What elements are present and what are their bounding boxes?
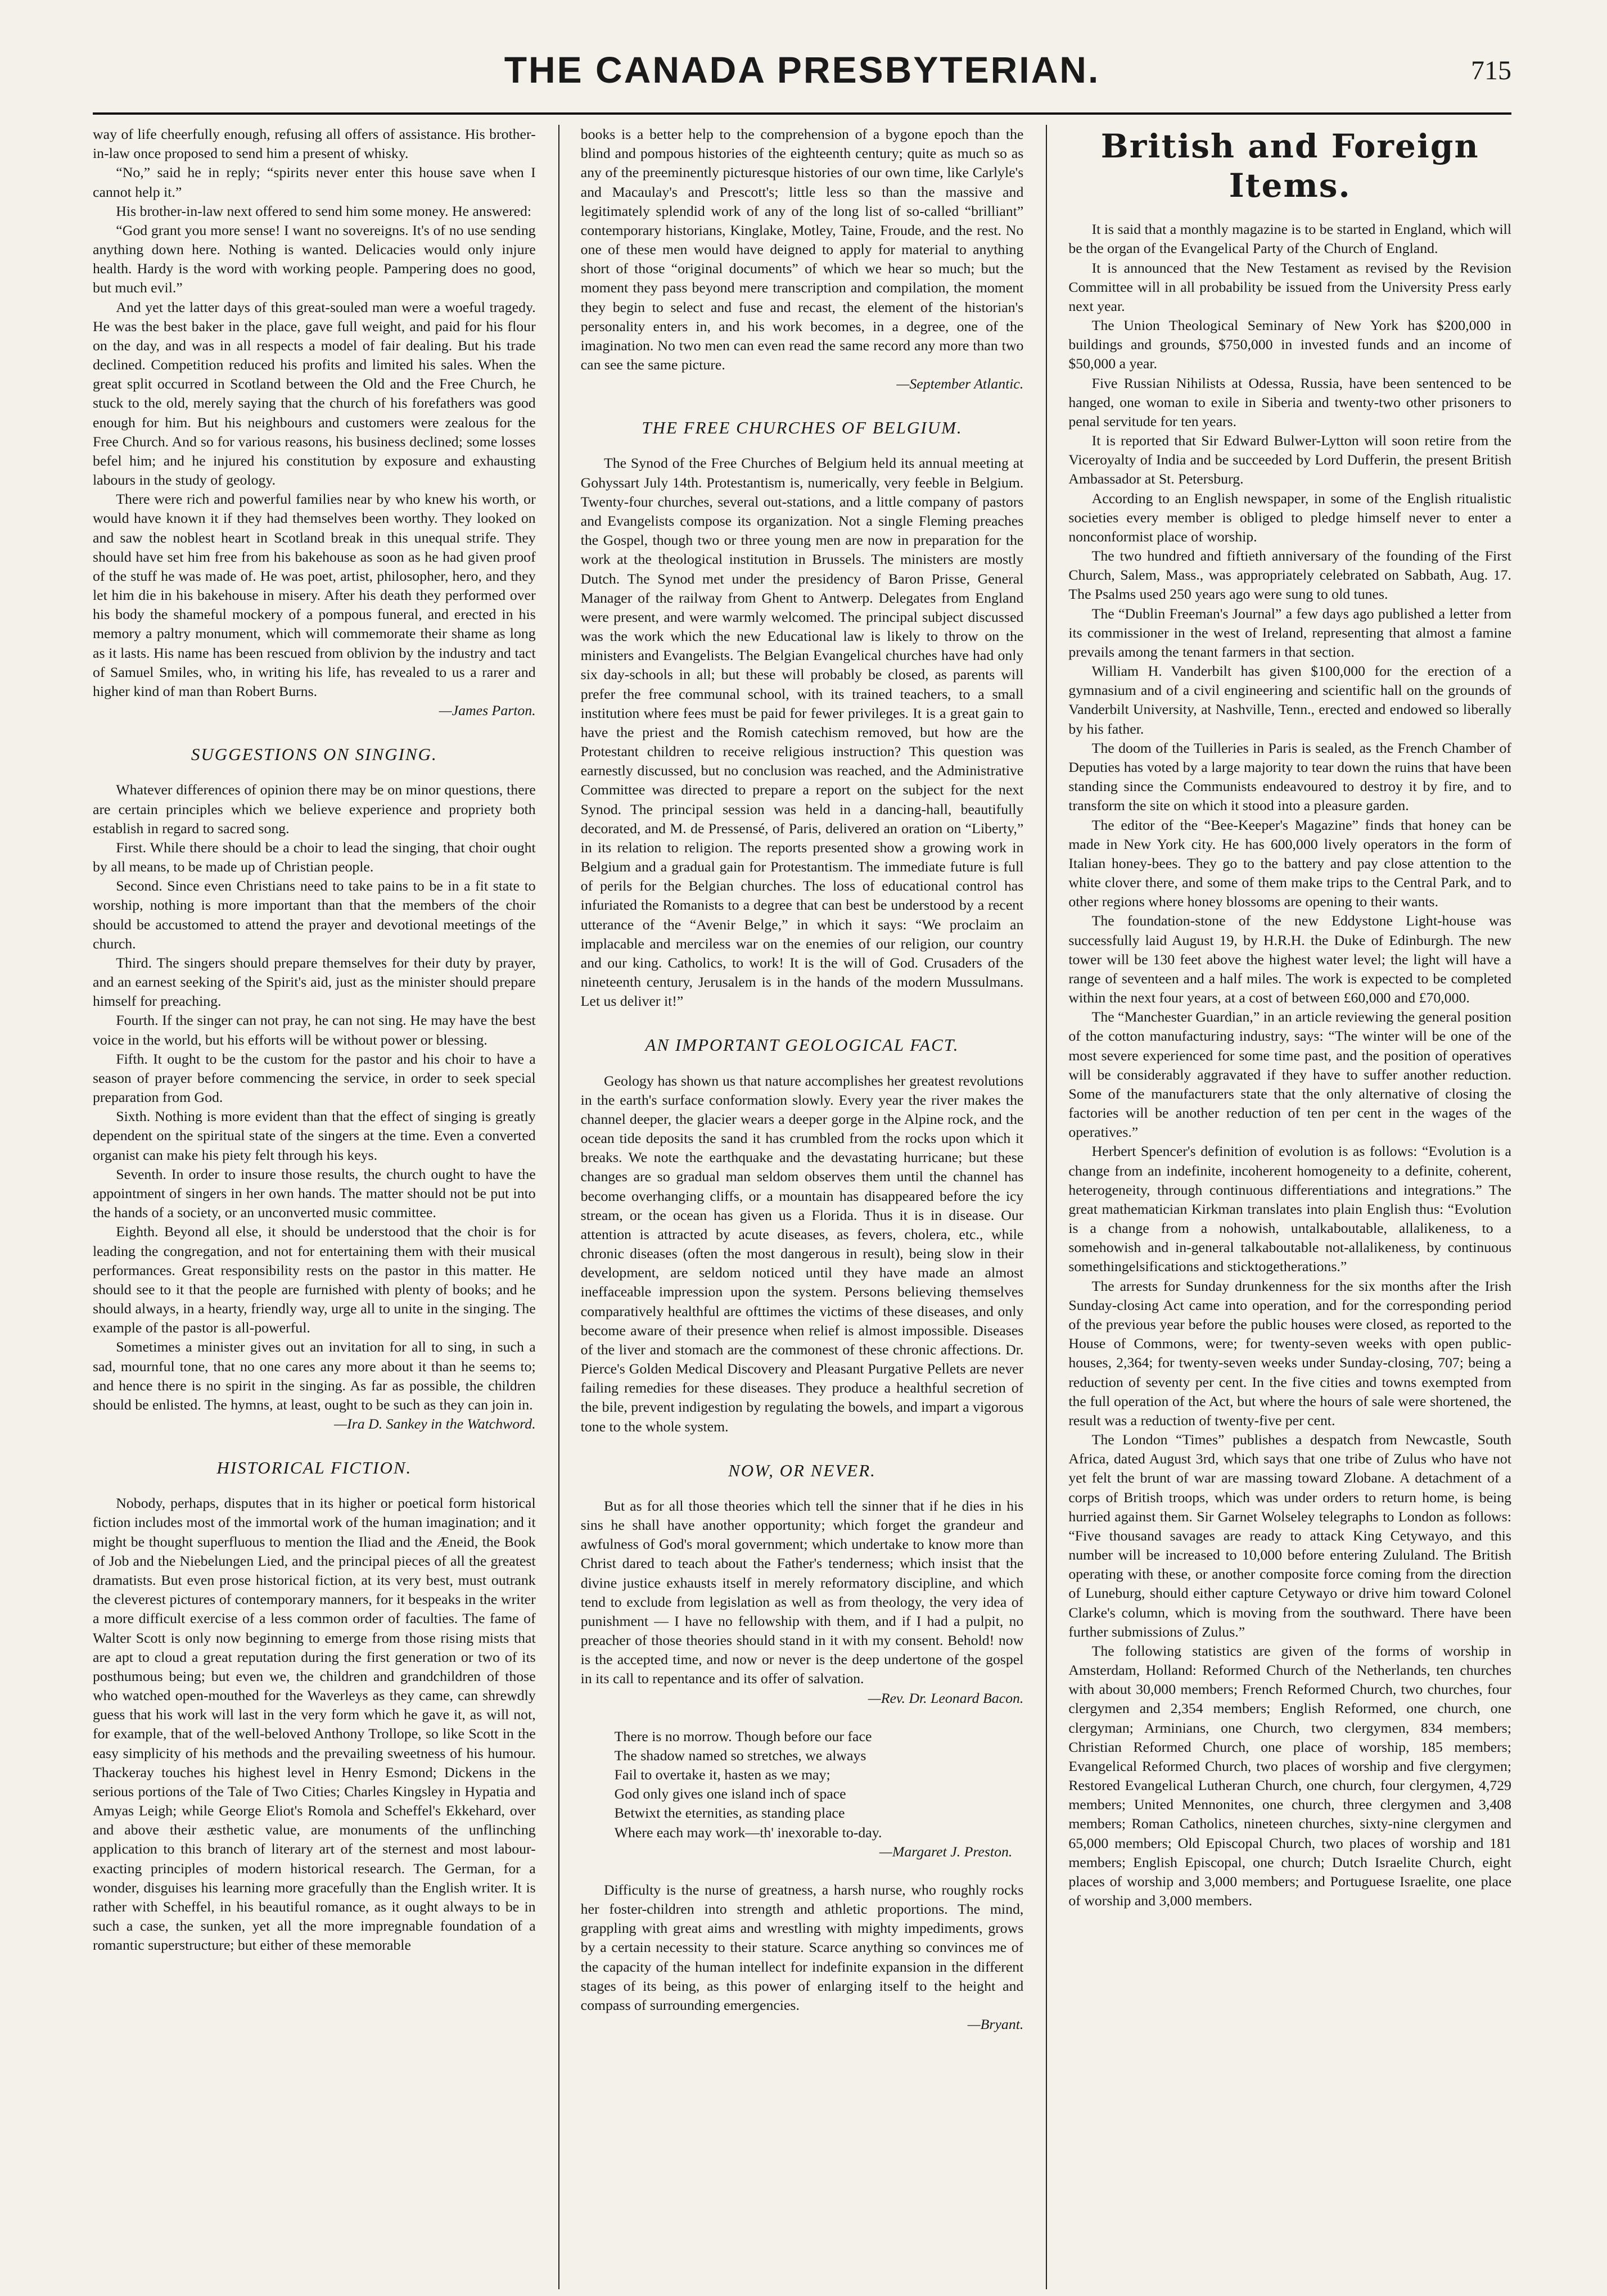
news-item: The London “Times” publishes a despatch from Newcastle, South Africa, dated August 3rd, which says that one tribe of Zulus who have not yet felt the brunt of war are massing toward Zlobane. A detachment of a corps of British troops, which was under orders to return home, is being hurried against them. Sir Garnet Wolseley telegraphs to London as follows: “Five thousand savages are ready to attack King Cetywayo, and this number will be increased to 10,000 before entering Zululand. The British operating with these, or another composite force coming from the direction of Luneburg, should either capture Cetywayo or drive him toward Colonel Clarke's column, which is moving from the southward. There have been further submissions of Zulus.” xyxy=(1068,1431,1512,1640)
section-title-fiction: HISTORICAL FICTION. xyxy=(216,1458,412,1478)
news-item: It is announced that the New Testament as revised by the Revision Committee will in all probability be issued from the University Press early next year. xyxy=(1068,259,1512,314)
author-signature: —Margaret J. Preston. xyxy=(879,1843,1013,1860)
poem-line: Betwixt the eternities, as standing place xyxy=(614,1805,845,1822)
column-1 xyxy=(93,125,536,2289)
poem-line: Where each may work—th' inexorable to-day. xyxy=(614,1824,882,1841)
masthead-title: THE CANADA PRESBYTERIAN. xyxy=(504,49,1100,91)
section-title-belgium: THE FREE CHURCHES OF BELGIUM. xyxy=(642,418,963,438)
poem-line: Fail to overtake it, hasten as we may; xyxy=(614,1766,830,1783)
paragraph: “God grant you more sense! I want no sovereigns. It's of no use sending anything down here. Nothing is wanted. Delicacies would only injure health. Hardy is the word with working people. Pampering does no good, but much evil.” xyxy=(93,222,536,296)
poem-line: God only gives one island inch of space xyxy=(614,1786,846,1802)
section-title-british-foreign-items: British and Foreign Items. xyxy=(1100,127,1479,205)
news-item: The two hundred and fiftieth anniversary of the founding of the First Church, Salem, Mass., was appropriately celebrated on Sabbath, Aug. 17. The Psalms used 250 years ago were sung to old tunes. xyxy=(1068,548,1512,603)
paragraph: And yet the latter days of this great-souled man were a woeful tragedy. He was the best baker in the place, gave full weight, and paid for his flour on the day, and was in all respects a model of fair dealing. But his trade declined. Competition reduced his profits and limited his sales. When the great split occurred in Scotland between the Old and the Free Church, he stuck to the old, merely saying that the church of his forefathers was good enough for him. But his neighbours and customers were zealous for the Free Church. And so for various reasons, his business declined; some losses befel him; and he injured his constitution by exposure and exhausting labours in the study of geology. xyxy=(93,299,536,489)
poem-line: There is no morrow. Though before our face xyxy=(614,1728,872,1744)
column-container xyxy=(93,125,1511,2289)
news-item: The doom of the Tuilleries in Paris is sealed, as the French Chamber of Deputies has voted by a large majority to tear down the ruins that have been standing since the Communists endeavoured to destroy it by fire, and to transform the site on which it stood into a pleasure garden. xyxy=(1068,739,1512,814)
paragraph: Geology has shown us that nature accomplishes her greatest revolutions in the earth's surface conformation slowly. Every year the river makes the channel deeper, the glacier wears a deeper gorge in the Alpine rock, and the ocean tide deposits the sand it has crumbled from the rocks upon which it breaks. We note the earthquake and the devastating hurricane; but these changes are so gradual man seldom observes them until the channel has become overhanging cliffs, or a mountain has disappeared before the icy stream, or the ocean has given us a Florida. Thus it is in disease. Our attention is attracted by acute diseases, as fevers, cholera, etc., while chronic diseases (often the most dangerous in result), being slow in their development, are seldom noticed until they have made an almost ineffaceable impression upon the system. Persons believing themselves comparatively healthful are ofttimes the victims of these diseases, and only become aware of their presence when relief is almost impossible. Diseases of the liver and stomach are the commonest of these chronic affections. Dr. Pierce's Golden Medical Discovery and Pleasant Purgative Pellets are never failing remedies for these diseases. They produce a healthful secretion of the bile, prevent indigestion by regulating the bowels, and impart a vigorous tone to the whole system. xyxy=(580,1072,1024,1435)
news-item: The Union Theological Seminary of New York has $200,000 in buildings and grounds, $750,000 in invested funds and an income of $50,000 a year. xyxy=(1068,317,1512,372)
page-number: 715 xyxy=(1471,56,1511,85)
paragraph: But as for all those theories which tell the sinner that if he dies in his sins he shall have another opportunity; which forget the grandeur and awfulness of God's moral government; which undertake to know more than Christ dared to teach about the Father's tenderness; which insist that the divine justice exhausts itself in merely reformatory discipline, and which tend to exclude from legislation as well as from theology, the very idea of punishment — I have no fellowship with them, and if I had a pulpit, no preacher of those theories should stand in it with my consent. Behold! now is the accepted time, and now or never is the deep undertone of the gospel in its call to repentance and its offer of salvation. xyxy=(580,1497,1024,1687)
section-title-now-or-never: NOW, OR NEVER. xyxy=(728,1460,876,1480)
author-signature: —James Parton. xyxy=(439,702,536,719)
paragraph: Sometimes a minister gives out an invitation for all to sing, in such a sad, mournful tone, that no one cares any more about it than he seems to; and hence there is no spirit in the singing. As far as possible, the children should be enlisted. The hymns, at least, ought to be such as they can join in. xyxy=(93,1339,536,1413)
news-item: Herbert Spencer's definition of evolution is as follows: “Evolution is a change from an indefinite, incoherent homogeneity to a definite, coherent, heterogeneity, through continuous differentiations and integrations.” The great mathematician Kirkman translates into plain English thus: “Evolution is a change from a nohowish, untalkaboutable, allalikeness, to a somehowish and in-general talkaboutable not-allalikeness, by continuous somethingelsifications and sticktogetherations.” xyxy=(1068,1143,1512,1275)
news-item: William H. Vanderbilt has given $100,000 for the erection of a gymnasium and of a civil engineering and scientific hall on the grounds of Vanderbilt University, at Nashville, Tenn., erected and endowed so liberally by his father. xyxy=(1068,663,1512,737)
paragraph: Nobody, perhaps, disputes that in its higher or poetical form historical fiction includes most of the immortal work of the human imagination; and it might be thought superfluous to mention the Iliad and the Æneid, the Book of Job and the Niebelungen Lied, and the principal pieces of all the greatest dramatists. But even prose historical fiction, at its very best, must outrank the cleverest pictures of contemporary manners, for it bespeaks in the writer a more difficult exercise of a less common order of faculties. The fame of Walter Scott is only now beginning to emerge from those rising mists that are apt to cloud a great reputation during the first generation or two of its posthumous being; but even we, the children and grandchildren of those who watched open-mouthed for the Waverleys as they came, can shrewdly guess that his work will last in the very form which he gave it, as will not, for example, that of the well-beloved Anthony Trollope, so like Scott in the easy simplicity of his methods and the prevailing sweetness of his humour. Thackeray touches his highest level in Henry Esmond; Dickens in the serious portions of the Tale of Two Cities; Charles Kingsley in Hypatia and Amyas Leigh; while George Eliot's Romola and Scheffel's Ekkehard, over and above their æsthetic value, are monuments of the unflinching application to this branch of literary art of the sternest and most labour-exacting principles of modern historical research. The German, for a wonder, disguises his learning more gracefully than the English writer. It is rather with Scheffel, in his beautiful romance, as it ought always to be in such a case, the sunken, yet all the more impregnable foundation of a romantic superstructure; but either of these memorable xyxy=(93,1495,536,1954)
section-title-geology: AN IMPORTANT GEOLOGICAL FACT. xyxy=(645,1035,959,1055)
poem xyxy=(615,1727,1024,1861)
paragraph: First. While there should be a choir to lead the singing, that choir ought by all means, to be made up of Christian people. xyxy=(93,839,536,875)
paragraph: Sixth. Nothing is more evident than that the effect of singing is greatly dependent on the spiritual state of the singers at the time. Even a converted organist can make his piety felt through his keys. xyxy=(93,1108,536,1163)
news-item: The arrests for Sunday drunkenness for the six months after the Irish Sunday-closing Act came into operation, and for the corresponding period of the previous year before the public houses were closed, as reported to the House of Commons, were; for twenty-seven weeks with open public-houses, 2,364; for twenty-seven weeks under Sunday-closing, 707; being a reduction of seventy per cent. In the five cities and towns exempted from the full operation of the Act, but where the hours of sale were shortened, the result was a reduction of twenty-five per cent. xyxy=(1068,1277,1512,1429)
news-item: The editor of the “Bee-Keeper's Magazine” finds that honey can be made in New York city. He has 600,000 lively operators in the form of Italian honey-bees. They go to the battery and pay close attention to the white clover there, and some of them make trips to the Central Park, and to other regions where honey blossoms are opening to their wants. xyxy=(1068,816,1512,910)
paragraph: Seventh. In order to insure those results, the church ought to have the appointment of singers in her own hands. The matter should not be put into the hands of a society, or an unconverted music committee. xyxy=(93,1165,536,1221)
author-signature: —Rev. Dr. Leonard Bacon. xyxy=(868,1689,1024,1706)
paragraph: books is a better help to the comprehension of a bygone epoch than the blind and pompous histories of the eighteenth century; quite as much so as any of the preeminently picturesque histories of our own time, like Carlyle's and Macaulay's and Prescott's; little less so than the massive and legitimately splendid work of any of the long list of so-called “brilliant” contemporary historians, Kinglake, Motley, Taine, Froude, and the rest. No one of these men would have deigned to apply for material to anything short of those “original documents” of which we hear so much; but the moment they pass beyond mere transcription and compilation, the moment they begin to select and fuse and recast, the element of the historian's personality enters in, and his work becomes, in a degree, one of the imagination. No two men can even read the same record any more than two can see the same picture. xyxy=(580,126,1024,373)
paragraph: Eighth. Beyond all else, it should be understood that the choir is for leading the congregation, and not for entertaining them with their musical performances. Great responsibility rests on the pastor in this matter. He should see to it that the people are furnished with plenty of books; and he should always, in a hearty, friendly way, urge all to unite in the singing. The example of the pastor is all-powerful. xyxy=(93,1223,536,1336)
paragraph: Second. Since even Christians need to take pains to be in a fit state to worship, nothing is more important than that the members of the choir should be accustomed to attend the prayer and devotional meetings of the church. xyxy=(93,878,536,952)
author-signature: —Bryant. xyxy=(967,2016,1024,2033)
paragraph: There were rich and powerful families near by who knew his worth, or would have known it if they had themselves been worthy. They looked on and saw the noblest heart in Scotland break in this unequal strife. They should have set him free from his bakehouse as soon as he had given proof of the stuff he was made of. He was poet, artist, philosopher, hero, and they let him die in his bakehouse in misery. After his death they performed over his body the shameful mockery of a pompous funeral, and erected in his memory a paltry monument, which will commemorate their shame as long as it lasts. His name has been rescued from oblivion by the industry and tact of Samuel Smiles, who, in writing his life, has revealed to us a rarer and higher kind of man than Robert Burns. xyxy=(93,491,536,699)
paragraph: His brother-in-law next offered to send him some money. He answered: xyxy=(116,202,532,219)
news-item: The “Dublin Freeman's Journal” a few days ago published a letter from its commissioner in the west of Ireland, representing that almost a famine prevails among the tenant farmers in that section. xyxy=(1068,605,1512,660)
paragraph: way of life cheerfully enough, refusing all offers of assistance. His brother-in-law once proposed to send him a present of whisky. xyxy=(93,126,536,162)
page-header xyxy=(93,45,1511,115)
paragraph: Difficulty is the nurse of greatness, a harsh nurse, who roughly rocks her foster-children into strength and athletic proportions. The mind, grappling with great aims and wrestling with mighty impediments, grows by a certain necessity to their stature. Scarce anything so convinces me of the capacity of the human intellect for indefinite expansion in the different stages of its being, as this power of enlarging itself to the height and compass of surrounding emergencies. xyxy=(580,1881,1024,2013)
paragraph: “No,” said he in reply; “spirits never enter this house save when I cannot help it.” xyxy=(93,164,536,200)
author-signature: —September Atlantic. xyxy=(896,376,1024,392)
news-item: It is said that a monthly magazine is to be started in England, which will be the organ of the Evangelical Party of the Church of England. xyxy=(1068,221,1512,257)
news-item: According to an English newspaper, in some of the English ritualistic societies every member is obliged to pledge himself never to enter a nonconformist place of worship. xyxy=(1068,490,1512,545)
paragraph: Whatever differences of opinion there may be on minor questions, there are certain principles which we believe experience and propriety both establish in regard to sacred song. xyxy=(93,781,536,837)
paragraph: Third. The singers should prepare themselves for their duty by prayer, and an earnest seeking of the Spirit's aid, just as the minister should prepare himself for preaching. xyxy=(93,954,536,1010)
news-item: The “Manchester Guardian,” in an article reviewing the general position of the cotton manufacturing industry, says: “The winter will be one of the most severe experienced for some time past, and the position of operatives will be considerably aggravated if they have to suffer another reduction. Some of the manufacturers state that the only alternative of closing the factories will be another reduction of ten per cent in the wages of the operatives.” xyxy=(1068,1009,1512,1141)
news-item: The foundation-stone of the new Eddystone Light-house was successfully laid August 19, by H.R.H. the Duke of Edinburgh. The new tower will be 130 feet above the highest water level; the light will have a range of seventeen and a half miles. The work is expected to be completed within the next four years, at a cost of between £60,000 and £70,000. xyxy=(1068,912,1512,1006)
paragraph: The Synod of the Free Churches of Belgium held its annual meeting at Gohyssart July 14th. Protestantism is, numerically, very feeble in Belgium. Twenty-four churches, several out-stations, and a little company of pastors and Evangelists compose its organization. Not a single Fleming preaches the Gospel, though two or three young men are now in preparation for the work at the theological institution in Brussels. The ministers are mostly Dutch. The Synod met under the presidency of Baron Prisse, General Manager of the railway from Ghent to Antwerp. Delegates from England were present, and were warmly welcomed. The principal subject discussed was the work which the new Educational law is likely to throw on the ministers and Evangelists. The Belgian Evangelical churches have had only six day-schools in all; but these will probably be closed, as parents will prefer the free communal school, with its trained teachers, to a small institution where fees must be paid for fewer privileges. It is a great gain to have the priest and the Romish catechism removed, but how are the Protestant children to receive religious instruction? This question was earnestly discussed, but no conclusion was reached, and the Administrative Committee was directed to prepare a report on the subject for the next Synod. The principal session was held in a dancing-hall, beautifully decorated, and M. de Pressensé, of Paris, delivered an oration on “Liberty,” in its relation to religion. The reports presented show a growing work in Belgium and a gradual gain for Protestantism. The immediate future is full of perils for the Belgian churches. The loss of educational control has infuriated the Romanists to a degree that can best be understood by a recent utterance of the “Avenir Belge,” in which it says: “We proclaim an implacable and merciless war on the enemies of our religion, our country and our king. Catholics, to work! It is the will of God. Crusaders of the nineteenth century, Jerusalem is in the hands of the modern Mussulmans. Let us deliver it!” xyxy=(580,455,1024,1010)
poem-line: The shadow named so stretches, we always xyxy=(614,1747,866,1764)
paragraph: Fifth. It ought to be the custom for the pastor and his choir to have a season of prayer before commencing the service, in order to seek special preparation from God. xyxy=(93,1050,536,1106)
author-signature: —Ira D. Sankey in the Watchword. xyxy=(334,1416,536,1432)
news-item: Five Russian Nihilists at Odessa, Russia, have been sentenced to be hanged, one woman to exile in Siberia and twenty-two other prisoners to penal servitude for ten years. xyxy=(1068,374,1512,430)
news-item: The following statistics are given of the forms of worship in Amsterdam, Holland: Reformed Church of the Netherlands, ten churches with about 30,000 members; French Reformed Church, two churches, four clergymen and 2,354 members; English Reformed, one church, one clergyman; Arminians, one Church, two clergymen, 834 members; Christian Reformed Church, one place of worship, 185 members; Evangelical Reformed Church, two places of worship and five clergymen; Restored Evangelical Lutheran Church, one church, four clergymen, 4,729 members; United Mennonites, one church, three clergymen and 3,408 members; Roman Catholics, nineteen churches, sixty-nine clergymen and 65,000 members; Old Episcopal Church, two places of worship and 181 members; English Episcopal, one church; Dutch Israelite Church, eight places of worship and 3,000 members; and Portuguese Israelite, one place of worship and 3,000 members. xyxy=(1068,1642,1512,1909)
news-item: It is reported that Sir Edward Bulwer-Lytton will soon retire from the Viceroyalty of India and be succeeded by Lord Dufferin, the present British Ambassador at St. Petersburg. xyxy=(1068,432,1512,487)
column-2 xyxy=(558,125,1024,2289)
column-3 xyxy=(1046,125,1511,2289)
section-title-singing: SUGGESTIONS ON SINGING. xyxy=(191,744,437,765)
paragraph: Fourth. If the singer can not pray, he can not sing. He may have the best voice in the world, but his efforts will be without power or blessing. xyxy=(93,1012,536,1048)
